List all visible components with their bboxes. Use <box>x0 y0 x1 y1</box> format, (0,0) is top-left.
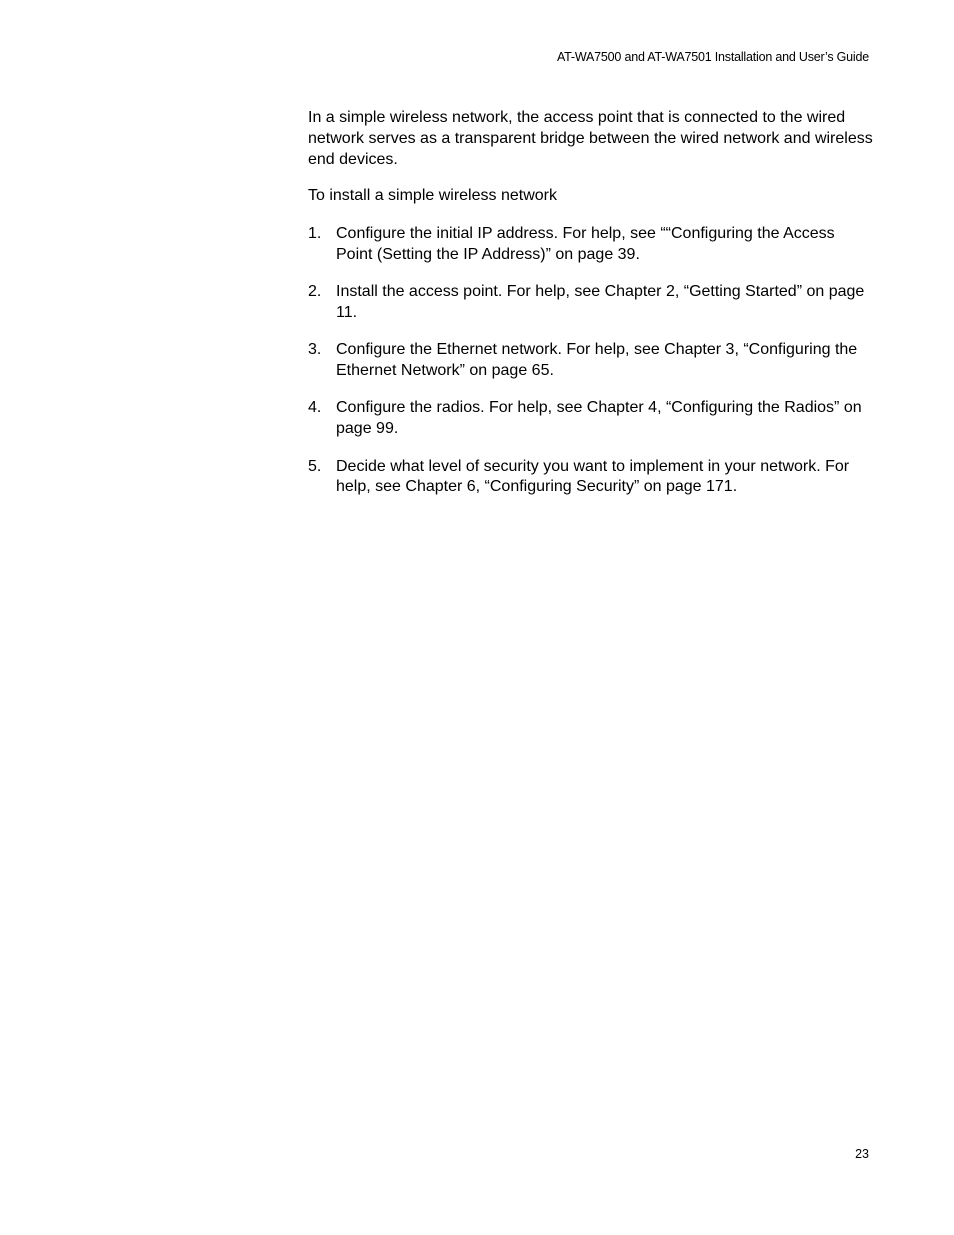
step-text: Configure the Ethernet network. For help, see Chapter 3, “Configuring the Ethernet Network” on page 65. <box>336 341 858 380</box>
step-text: Configure the radios. For help, see Chapter 4, “Configuring the Radios” on page 99. <box>336 399 862 438</box>
procedure-steps <box>308 224 873 498</box>
step-number: 4. <box>308 399 322 417</box>
step-3 <box>308 340 873 382</box>
step-5 <box>308 457 873 499</box>
body-text <box>308 108 873 515</box>
step-number: 1. <box>308 225 322 243</box>
step-text: Install the access point. For help, see Chapter 2, “Getting Started” on page 11. <box>336 283 865 322</box>
intro-paragraph: In a simple wireless network, the access point that is connected to the wired network serves as a transparent bridge between the wired network and wireless end devices. <box>308 109 873 168</box>
step-text: Decide what level of security you want to implement in your network. For help, see Chapter 6, “Configuring Security” on page 171. <box>336 457 850 496</box>
step-1 <box>308 224 873 266</box>
step-number: 5. <box>308 457 322 475</box>
step-2 <box>308 282 873 324</box>
step-number: 3. <box>308 341 322 359</box>
step-text: Configure the initial IP address. For help, see ““Configuring the Access Point (Setting the IP Address)” on page 39. <box>336 225 835 263</box>
procedure-title: To install a simple wireless network <box>308 187 557 205</box>
step-number: 2. <box>308 283 322 301</box>
step-4 <box>308 398 873 440</box>
running-header: AT-WA7500 and AT-WA7501 Installation and User’s Guide <box>556 50 869 64</box>
page-number: 23 <box>855 1147 869 1161</box>
